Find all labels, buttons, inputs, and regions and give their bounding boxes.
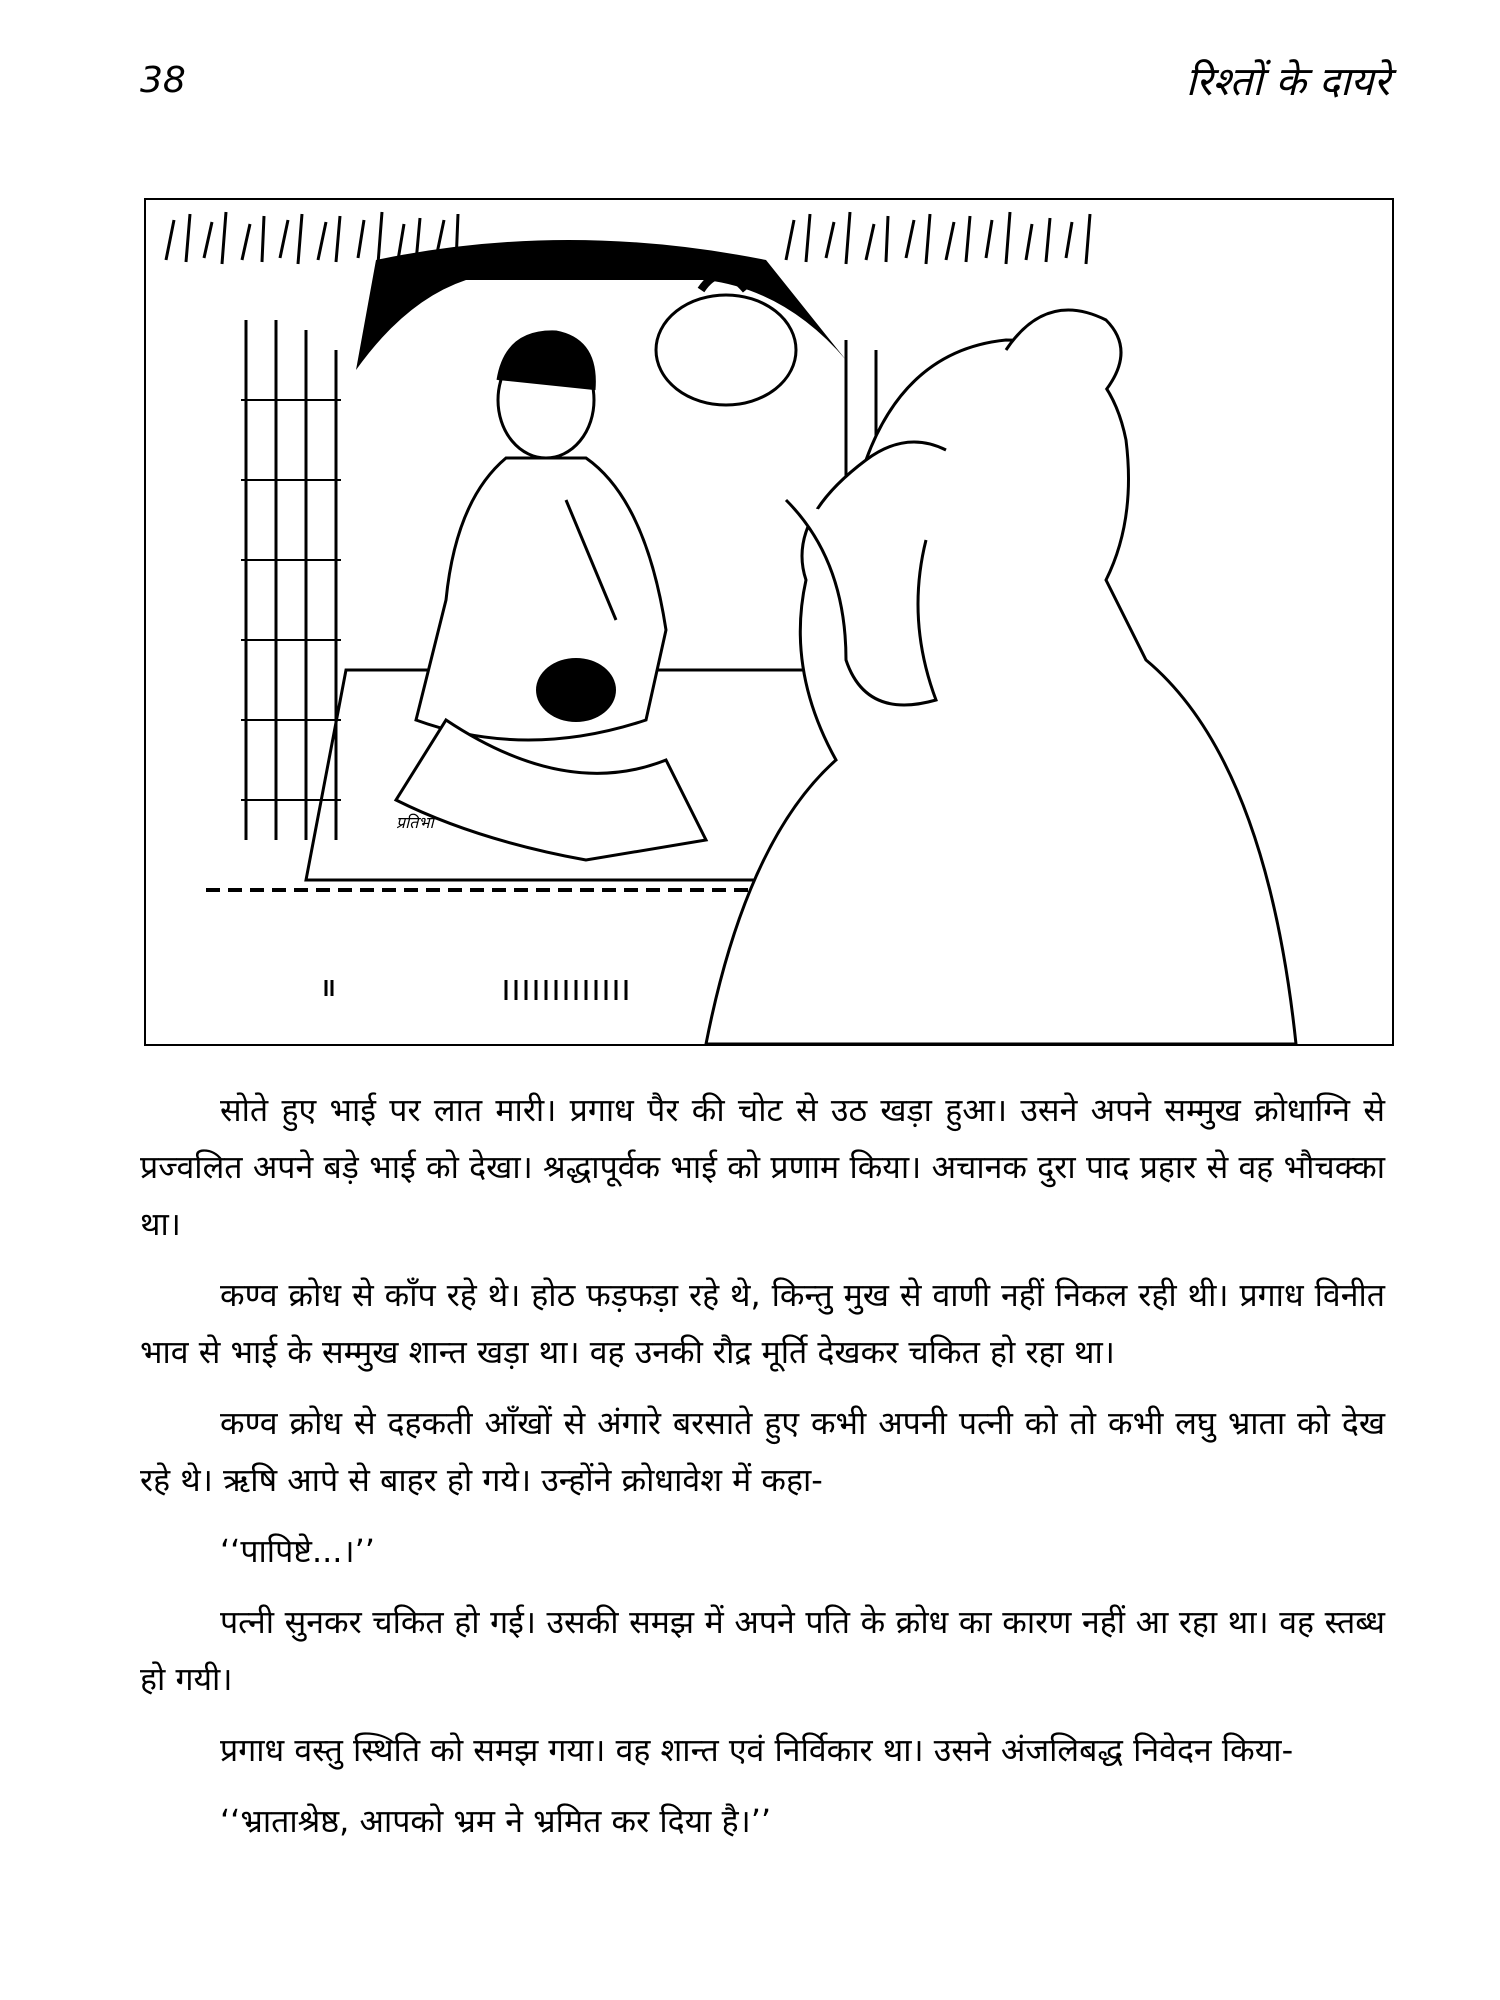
body-text bbox=[140, 1082, 1385, 1864]
paragraph: कण्व क्रोध से दहकती आँखों से अंगारे बरसाते हुए कभी अपनी पत्नी को तो कभी लघु भ्राता को देख रहे थे। ऋषि आपे से बाहर हो गये। उन्होंने क्रोधावेश में कहा- bbox=[140, 1404, 1385, 1499]
running-title: रिश्तों के दायरे bbox=[1185, 59, 1390, 105]
hut-scene-drawing bbox=[146, 200, 1392, 1044]
quote-line: ‘‘पापिष्टे...।’’ bbox=[220, 1532, 375, 1570]
page-number: 38 bbox=[140, 60, 186, 101]
quote-line: ‘‘भ्राताश्रेष्ठ, आपको भ्रम ने भ्रमित कर दिया है।’’ bbox=[220, 1802, 772, 1840]
ground-hatching bbox=[326, 980, 626, 1000]
paragraph: कण्व क्रोध से काँप रहे थे। होठ फड़फड़ा रहे थे, किन्तु मुख से वाणी नहीं निकल रही थी। प्रगाध विनीत भाव से भाई के सम्मुख शान्त खड़ा था। वह उनकी रौद्र मूर्ति देखकर चकित हो रहा था। bbox=[140, 1276, 1385, 1371]
child-head bbox=[536, 658, 616, 722]
artist-signature: प्रतिभा bbox=[396, 813, 434, 832]
page-header bbox=[0, 0, 1500, 140]
illustration bbox=[144, 198, 1394, 1046]
paragraph: प्रगाध वस्तु स्थिति को समझ गया। वह शान्त एवं निर्विकार था। उसने अंजलिबद्ध निवेदन किया- bbox=[220, 1731, 1294, 1769]
paragraph: सोते हुए भाई पर लात मारी। प्रगाध पैर की चोट से उठ खड़ा हुआ। उसने अपने सम्मुख क्रोधाग्नि से प्रज्वलित अपने बड़े भाई को देखा। श्रद्धापूर्वक भाई को प्रणाम किया। अचानक दुरा पाद प्रहार से वह भौचक्का था। bbox=[140, 1091, 1385, 1243]
hanging-pot bbox=[656, 295, 796, 405]
bamboo-wall-left bbox=[241, 320, 341, 840]
seated-woman bbox=[396, 332, 706, 860]
paragraph: पत्नी सुनकर चकित हो गई। उसकी समझ में अपने पति के क्रोध का कारण नहीं आ रहा था। वह स्तब्ध हो गयी। bbox=[140, 1603, 1385, 1698]
sage-figure bbox=[706, 310, 1296, 1044]
